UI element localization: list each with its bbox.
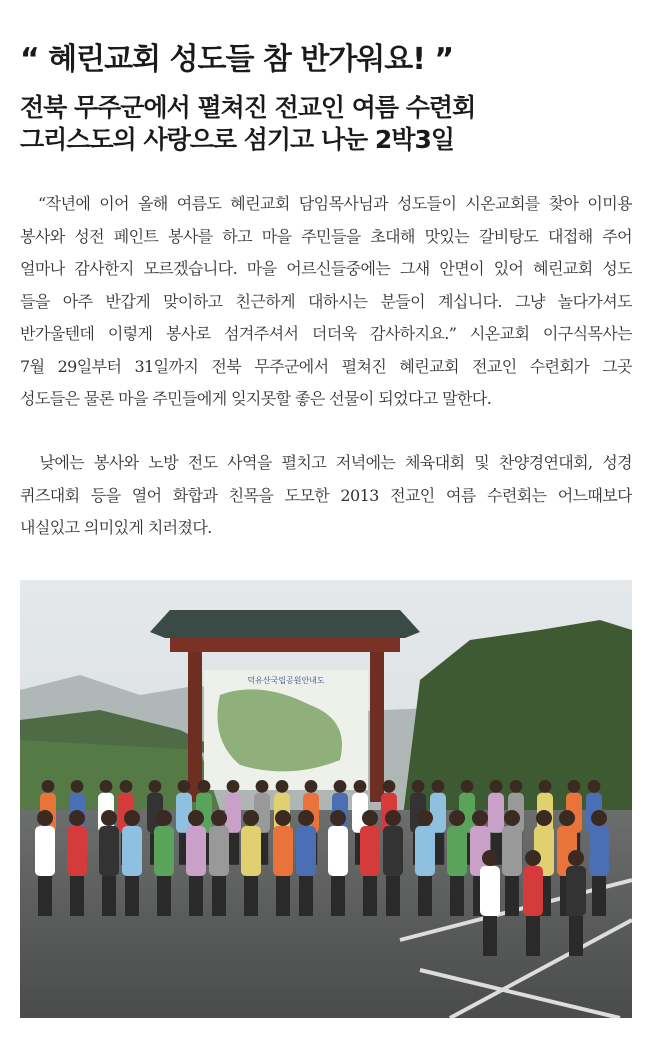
person-figure: [225, 793, 241, 833]
person-figure: [447, 826, 467, 876]
article-title: “ 혜린교회 성도들 참 반가워요! ”: [20, 42, 454, 77]
person-figure: [99, 826, 119, 876]
person-figure: [298, 810, 314, 826]
person-figure: [334, 780, 347, 793]
person-figure: [228, 833, 239, 865]
article-subtitle-line-2: 그리스도의 사랑으로 섬기고 나눈 2박3일: [20, 125, 455, 154]
person-figure: [502, 826, 522, 876]
person-figure: [299, 876, 313, 916]
person-figure: [450, 876, 464, 916]
person-figure: [505, 876, 519, 916]
person-figure: [568, 850, 584, 866]
person-figure: [276, 876, 290, 916]
person-figure: [241, 826, 261, 876]
person-figure: [305, 780, 318, 793]
text-line: 퀴즈대회 등을 열어 화합과 친목을 도모한 2013 전교인 여름 수련회는 어느때보다: [20, 485, 632, 505]
person-figure: [330, 810, 346, 826]
person-figure: [156, 810, 172, 826]
person-figure: [67, 826, 87, 876]
person-figure: [383, 780, 396, 793]
person-figure: [490, 780, 503, 793]
person-figure: [472, 810, 488, 826]
person-figure: [189, 876, 203, 916]
person-figure: [273, 826, 293, 876]
person-figure: [432, 780, 445, 793]
person-figure: [125, 876, 139, 916]
person-figure: [480, 866, 500, 916]
person-figure: [120, 780, 133, 793]
text-line: 들을 아주 반갑게 맞이하고 친근하게 대하시는 분들이 계십니다. 그냥 놀다가셔도: [20, 291, 632, 311]
person-figure: [198, 780, 211, 793]
person-figure: [417, 810, 433, 826]
person-figure: [504, 810, 520, 826]
person-figure: [100, 780, 113, 793]
text-line: 낮에는 봉사와 노방 전도 사역을 펼치고 저녁에는 체육대회 및 찬양경연대회, 성경: [20, 453, 632, 472]
person-figure: [69, 810, 85, 826]
person-figure: [276, 780, 289, 793]
person-figure: [157, 876, 171, 916]
person-figure: [37, 810, 53, 826]
person-figure: [227, 780, 240, 793]
person-figure: [328, 826, 348, 876]
person-figure: [122, 826, 142, 876]
person-figure: [296, 826, 316, 876]
person-figure: [102, 876, 116, 916]
group-photo-illustration: [20, 580, 632, 1018]
paragraph-2: [20, 447, 632, 545]
person-figure: [566, 866, 586, 916]
text-line: 반가울텐데 이렇게 봉사로 섬겨주셔서 더더욱 감사하지요.” 시온교회 이구식목사는: [20, 324, 632, 343]
group-photo: [20, 580, 632, 1018]
text-line: 7월 29일부터 31일까지 전북 무주군에서 펼쳐진 혜린교회 전교인 수련회가 그곳: [20, 356, 632, 376]
person-figure: [331, 876, 345, 916]
person-figure: [42, 780, 55, 793]
article-subtitle-line-1: 전북 무주군에서 펼쳐진 전교인 여름 수련회: [20, 93, 476, 122]
person-figure: [354, 780, 367, 793]
person-figure: [523, 866, 543, 916]
person-figure: [488, 793, 504, 833]
person-figure: [149, 780, 162, 793]
person-figure: [568, 780, 581, 793]
person-figure: [592, 876, 606, 916]
text-line: 내실있고 의미있게 치러졌다.: [20, 518, 212, 537]
sign-text: 덕유산국립공원안내도: [247, 676, 325, 685]
person-figure: [539, 780, 552, 793]
person-figure: [449, 810, 465, 826]
person-figure: [588, 780, 601, 793]
person-figure: [526, 916, 540, 956]
person-figure: [362, 810, 378, 826]
person-figure: [186, 826, 206, 876]
person-figure: [412, 780, 425, 793]
person-figure: [275, 810, 291, 826]
text-line: “작년에 이어 올해 여름도 혜린교회 담임목사님과 성도들이 시온교회를 찾아 이미용: [20, 194, 632, 213]
person-figure: [536, 810, 552, 826]
person-figure: [589, 826, 609, 876]
person-figure: [559, 810, 575, 826]
person-figure: [569, 916, 583, 956]
person-figure: [71, 780, 84, 793]
paragraph-1: [20, 188, 632, 416]
text-line: 성도들은 물론 마을 주민들에게 잊지못할 좋은 선물이 되었다고 말한다.: [20, 389, 492, 408]
person-figure: [482, 850, 498, 866]
person-figure: [101, 810, 117, 826]
person-figure: [383, 826, 403, 876]
person-figure: [363, 876, 377, 916]
person-figure: [510, 780, 523, 793]
person-figure: [461, 780, 474, 793]
person-figure: [209, 826, 229, 876]
person-figure: [178, 780, 191, 793]
person-figure: [70, 876, 84, 916]
person-figure: [360, 826, 380, 876]
person-figure: [243, 810, 259, 826]
person-figure: [418, 876, 432, 916]
person-figure: [35, 826, 55, 876]
person-figure: [244, 876, 258, 916]
text-line: 얼마나 감사한지 모르겠습니다. 마을 어르신들중에는 그새 안면이 있어 혜린교회 성도: [20, 259, 632, 278]
person-figure: [124, 810, 140, 826]
person-figure: [415, 826, 435, 876]
person-figure: [483, 916, 497, 956]
person-figure: [385, 810, 401, 826]
person-figure: [154, 826, 174, 876]
person-figure: [211, 810, 227, 826]
person-figure: [525, 850, 541, 866]
person-figure: [256, 780, 269, 793]
person-figure: [212, 876, 226, 916]
person-figure: [188, 810, 204, 826]
person-figure: [591, 810, 607, 826]
person-figure: [386, 876, 400, 916]
person-figure: [38, 876, 52, 916]
text-line: 봉사와 성전 페인트 봉사를 하고 마을 주민들을 초대해 맛있는 갈비탕도 대접해 주어: [20, 226, 632, 246]
